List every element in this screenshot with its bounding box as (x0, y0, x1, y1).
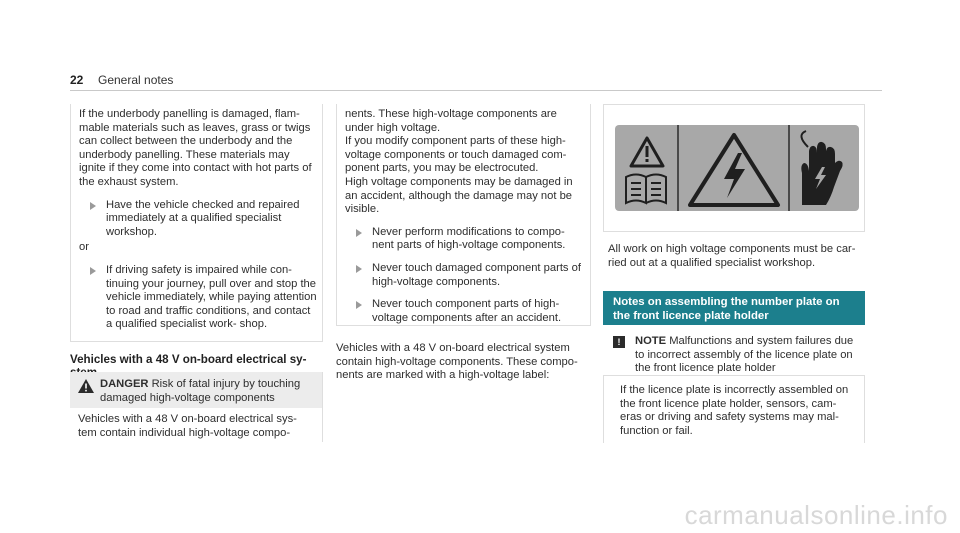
underbody-paragraph: If the underbody panelling is damaged, flam- mable materials such as leaves, grass or twigs can collect between the underbody and the underbody panelling. These materials may ignite if they come into contact with hot parts of the exhaust system. (79, 108, 312, 188)
bullet-arrow-icon (90, 202, 96, 210)
note-header (603, 325, 865, 375)
danger-label: DANGER (100, 378, 149, 390)
watermark: carmanualsonline.info (684, 500, 948, 530)
bullet-arrow-icon (356, 265, 362, 273)
bullet-text: Never touch component parts of high- voltage components after an accident. (372, 298, 562, 324)
high-voltage-label-figure (603, 104, 865, 232)
column-1-text (79, 108, 319, 332)
bullet-item (345, 262, 585, 289)
danger-box (70, 372, 323, 442)
bullet-text: Never perform modifications to compo- nent parts of high-voltage components. (372, 225, 566, 252)
section-heading-48v: Vehicles with a 48 V on-board electrical sy (70, 353, 307, 366)
header-divider (70, 90, 882, 91)
bullet-text: Have the vehicle checked and repaired immediately at a qualified specialist workshop. (106, 198, 300, 238)
page-section-title: General notes (98, 73, 174, 87)
paragraph: nents. These high-voltage components are under high voltage. (345, 108, 557, 134)
or-text: or (79, 241, 89, 254)
bullet-arrow-icon (90, 267, 96, 275)
note-label: NOTE (635, 335, 667, 347)
danger-text: Risk of fatal injury by touching damaged high-voltage components (100, 378, 301, 404)
column-2-text (345, 108, 585, 325)
note-body: If the licence plate is incorrectly assembled on the front licence plate holder, sensors, cam- eras or driving and safety systems may mal- function or fail. (603, 375, 865, 443)
high-voltage-label-paragraph: Vehicles with a 48 V on-board electrical system contain high-voltage components. These compo- nents are marked with a high-voltage label: (336, 342, 578, 382)
bullet-arrow-icon (356, 301, 362, 309)
bullet-text: If driving safety is impaired while con- tinuing your journey, pull over and stop the vehicle immediately, while paying attention to road and traffic conditions, and contact a qualified specialist work- shop. (106, 263, 317, 331)
danger-body: Vehicles with a 48 V on-board electrical sys- tem contain individual high-voltage compo- (78, 413, 297, 439)
bullet-text: Never touch damaged component parts of high-voltage components. (372, 261, 581, 288)
bullet-item (345, 226, 585, 253)
bullet-item (79, 199, 319, 240)
bullet-item (345, 298, 585, 325)
page-number: 22 (70, 73, 84, 87)
figure-caption: All work on high voltage components must be car- ried out at a qualified specialist workshop. (608, 243, 856, 269)
danger-header (70, 372, 322, 408)
number-plate-section-heading: Notes on assembling the number plate on the front licence plate holder (603, 291, 865, 325)
bullet-item (79, 264, 319, 332)
warning-triangle-icon (78, 379, 94, 393)
paragraph: High voltage components may be damaged in an accident, although the damage may not be visible. (345, 175, 573, 216)
exclamation-icon: ! (613, 336, 625, 348)
note-text: Malfunctions and system failures due to incorrect assembly of the licence plate on the front licence plate holder (635, 335, 854, 375)
paragraph: If you modify component parts of these high- voltage components or touch damaged com- ponent parts, you may be electrocuted. (345, 135, 567, 175)
note-box (603, 325, 865, 443)
high-voltage-label-image (604, 105, 864, 231)
bullet-arrow-icon (356, 229, 362, 237)
